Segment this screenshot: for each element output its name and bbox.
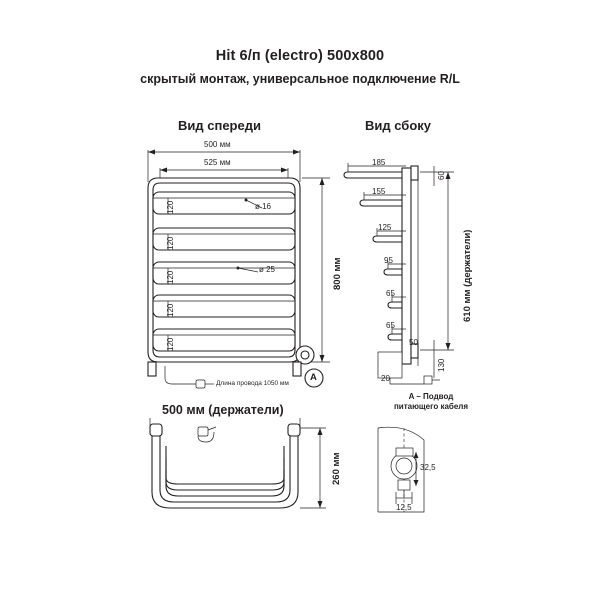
detail-a-caption: A – Подвод питающего кабеля: [393, 392, 469, 411]
side-step-1: 185: [372, 158, 386, 167]
rung-spacing-3: 120: [166, 270, 175, 284]
detail-vertical-dim: 32,5: [420, 463, 436, 472]
detail-horizontal-dim: 12,5: [396, 503, 412, 512]
rung-spacing-2: 120: [166, 236, 175, 250]
side-step-3: 125: [378, 223, 392, 232]
front-view-label: Вид спереди: [178, 118, 261, 133]
rung-spacing-5: 120: [166, 337, 175, 351]
side-bottom-depth: 130: [437, 358, 446, 372]
diameter-large-label: ø 25: [259, 265, 276, 274]
page-subtitle: скрытый монтаж, универсальное подключение R/L: [140, 72, 460, 86]
side-step-4: 95: [384, 256, 393, 265]
holders-view-label: 500 мм (держатели): [162, 403, 284, 417]
front-height-dim: 800 мм: [332, 257, 343, 290]
page-title: Hit 6/п (electro) 500x800: [215, 48, 385, 64]
side-cable-offset: 20: [381, 374, 390, 383]
side-step-6: 65: [386, 321, 395, 330]
rung-spacing-1: 120: [166, 200, 175, 214]
cable-length-note: Длина провода 1050 мм: [216, 380, 289, 387]
side-view-label: Вид сбоку: [365, 118, 432, 133]
front-width-inner-dim: 525 мм: [204, 158, 231, 167]
side-step-5: 65: [386, 289, 395, 298]
side-top-depth: 60: [437, 171, 446, 180]
holders-height-dim: 260 мм: [331, 452, 342, 485]
side-step-2: 155: [372, 187, 386, 196]
marker-a-front: A: [310, 372, 317, 383]
diameter-small-label: ø 16: [255, 202, 272, 211]
side-height-holders: 610 мм (держатели): [462, 229, 473, 322]
side-bracket-depth: 50: [409, 338, 418, 347]
rung-spacing-4: 120: [166, 303, 175, 317]
front-width-outer-dim: 500 мм: [204, 140, 231, 149]
